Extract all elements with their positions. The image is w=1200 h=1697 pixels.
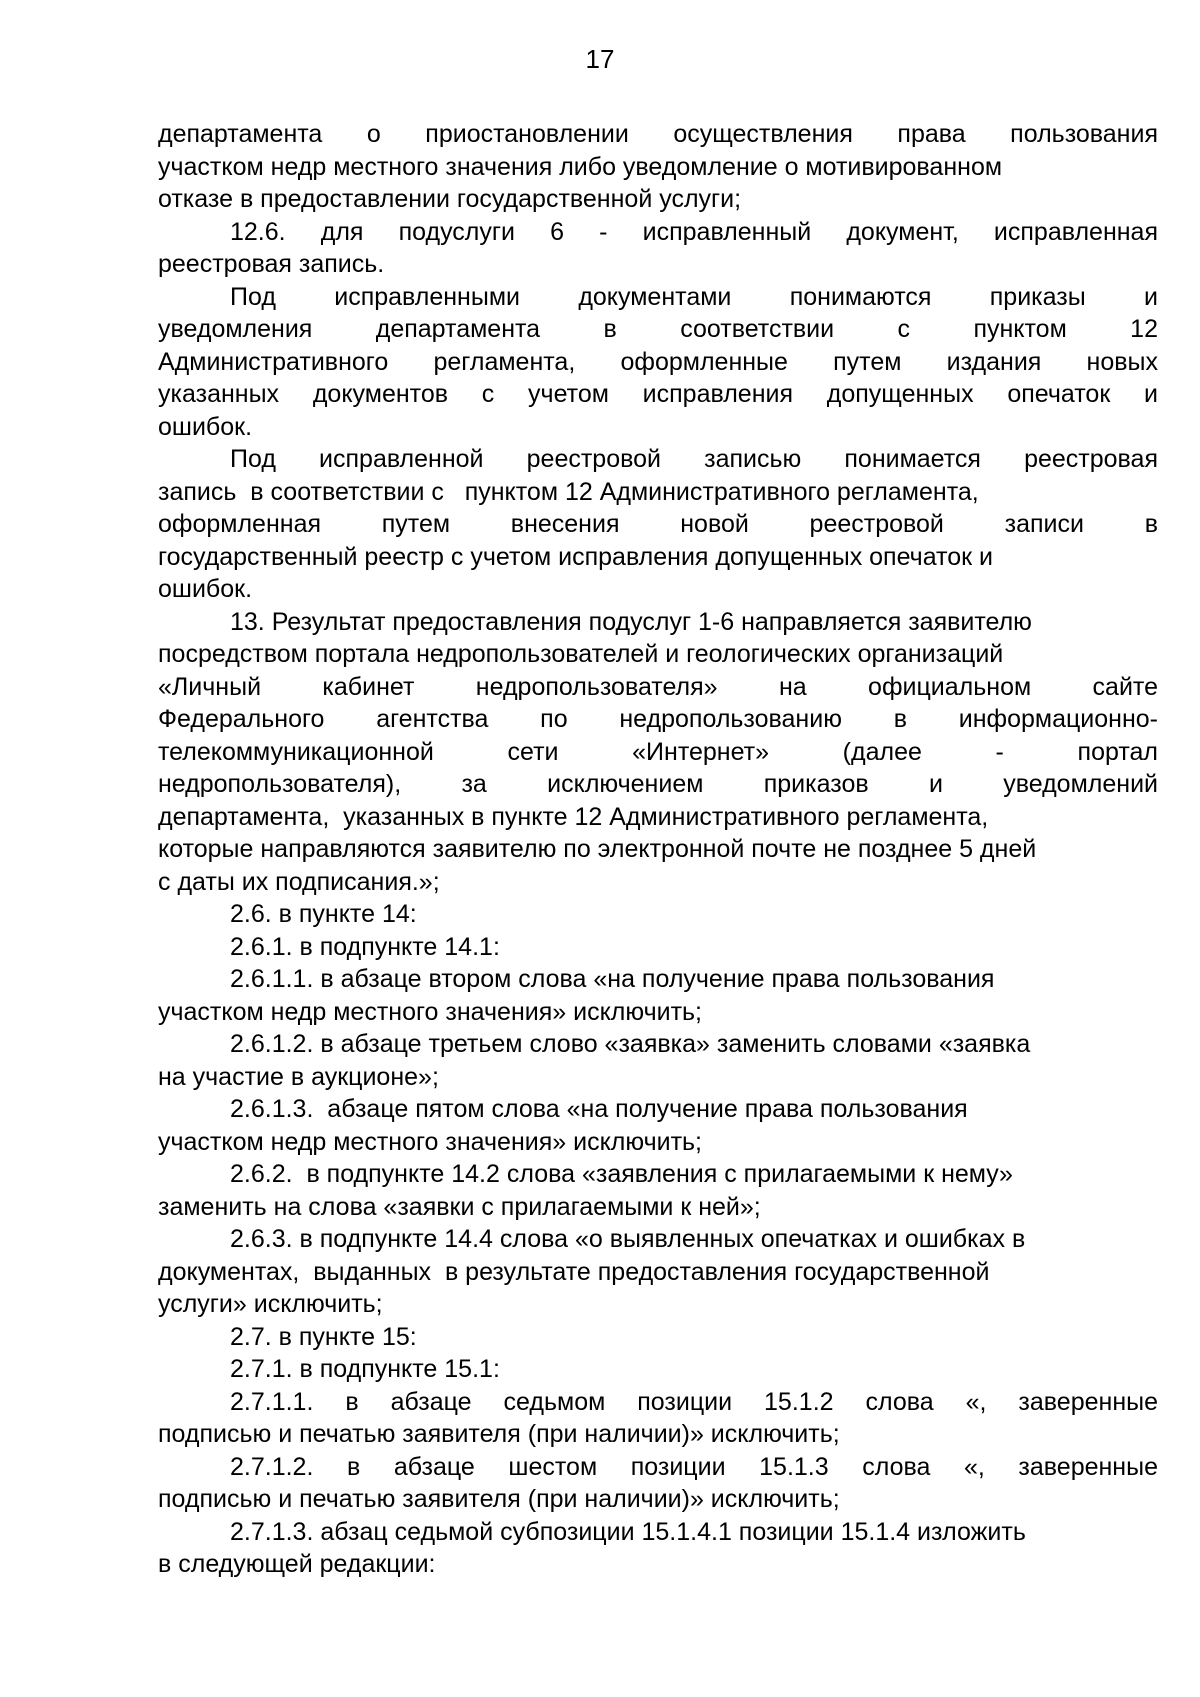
text-line: с даты их подписания.»;	[158, 867, 440, 896]
text-line: телекоммуникационной сети «Интернет» (далее - портал	[158, 737, 1158, 766]
text-line: 2.6.2. в подпункте 14.2 слова «заявления с прилагаемыми к нему»	[230, 1160, 1013, 1188]
text-line: Административного регламента, оформленные путем издания новых	[158, 347, 1158, 376]
text-line: 2.6.1.3. абзаце пятом слова «на получение права пользования	[230, 1095, 968, 1123]
text-line: участком недр местного значения либо уведомление о мотивированном	[158, 152, 1003, 181]
text-line: Под исправленной реестровой записью понимается реестровая	[230, 445, 1158, 473]
text-line: уведомления департамента в соответствии с пунктом 12	[158, 315, 1158, 343]
text-line: посредством портала недропользователей и геологических организаций	[158, 640, 1004, 668]
text-line: департамента о приостановлении осуществления права пользования	[158, 120, 1158, 148]
text-line: 2.7.1.3. абзац седьмой субпозиции 15.1.4.1 позиции 15.1.4 изложить	[230, 1517, 1026, 1546]
text-line: подписью и печатью заявителя (при наличии)» исключить;	[158, 1485, 840, 1513]
document-body	[158, 118, 1158, 1581]
text-line: услуги» исключить;	[158, 1290, 383, 1318]
text-line: участком недр местного значения» исключить;	[158, 997, 702, 1026]
text-line: 2.7.1.1. в абзаце седьмом позиции 15.1.2 слова «, заверенные	[230, 1387, 1158, 1416]
text-line: 13. Результат предоставления подуслуг 1-6 направляется заявителю	[230, 607, 1032, 636]
text-line: 2.6.1. в подпункте 14.1:	[230, 932, 500, 961]
text-line: на участие в аукционе»;	[158, 1062, 439, 1091]
text-line: которые направляются заявителю по электронной почте не позднее 5 дней	[158, 835, 1037, 863]
text-line: департамента, указанных в пункте 12 Административного регламента,	[158, 802, 989, 831]
text-line: 2.6.1.1. в абзаце втором слова «на получение права пользования	[230, 965, 995, 993]
text-line: в следующей редакции:	[158, 1550, 436, 1578]
text-line: реестровая запись.	[158, 250, 385, 278]
text-line: «Личный кабинет недропользователя» на официальном сайте	[158, 672, 1158, 701]
text-line: Федерального агентства по недропользованию в информационно-	[158, 705, 1158, 733]
text-line: заменить на слова «заявки с прилагаемыми к ней»;	[158, 1192, 761, 1221]
text-line: запись в соответствии с пунктом 12 Административного регламента,	[158, 477, 979, 506]
text-line: 2.7.1. в подпункте 15.1:	[230, 1355, 500, 1383]
text-line: участком недр местного значения» исключить;	[158, 1127, 702, 1156]
text-line: 12.6. для подуслуги 6 - исправленный документ, исправленная	[230, 217, 1158, 246]
text-line: 2.6.1.2. в абзаце третьем слово «заявка» заменить словами «заявка	[230, 1030, 1031, 1058]
text-line: ошибок.	[158, 412, 253, 441]
text-line: 2.6.3. в подпункте 14.4 слова «о выявленных опечатках и ошибках в	[230, 1225, 1026, 1253]
text-line: недропользователя), за исключением приказов и уведомлений	[158, 770, 1158, 798]
text-line: документах, выданных в результате предоставления государственной	[158, 1257, 990, 1286]
text-line: Под исправленными документами понимаются приказы и	[230, 282, 1158, 311]
text-line: отказе в предоставлении государственной услуги;	[158, 185, 742, 213]
page-number: 17	[585, 44, 615, 74]
text-line: 2.6. в пункте 14:	[230, 900, 417, 928]
text-line: 2.7.1.2. в абзаце шестом позиции 15.1.3 слова «, заверенные	[230, 1452, 1158, 1481]
text-line: подписью и печатью заявителя (при наличии)» исключить;	[158, 1420, 840, 1448]
text-line: указанных документов с учетом исправления допущенных опечаток и	[158, 380, 1158, 408]
text-line: государственный реестр с учетом исправления допущенных опечаток и	[158, 542, 993, 571]
text-line: 2.7. в пункте 15:	[230, 1322, 417, 1351]
text-line: оформленная путем внесения новой реестровой записи в	[158, 510, 1158, 538]
text-line: ошибок.	[158, 575, 253, 603]
